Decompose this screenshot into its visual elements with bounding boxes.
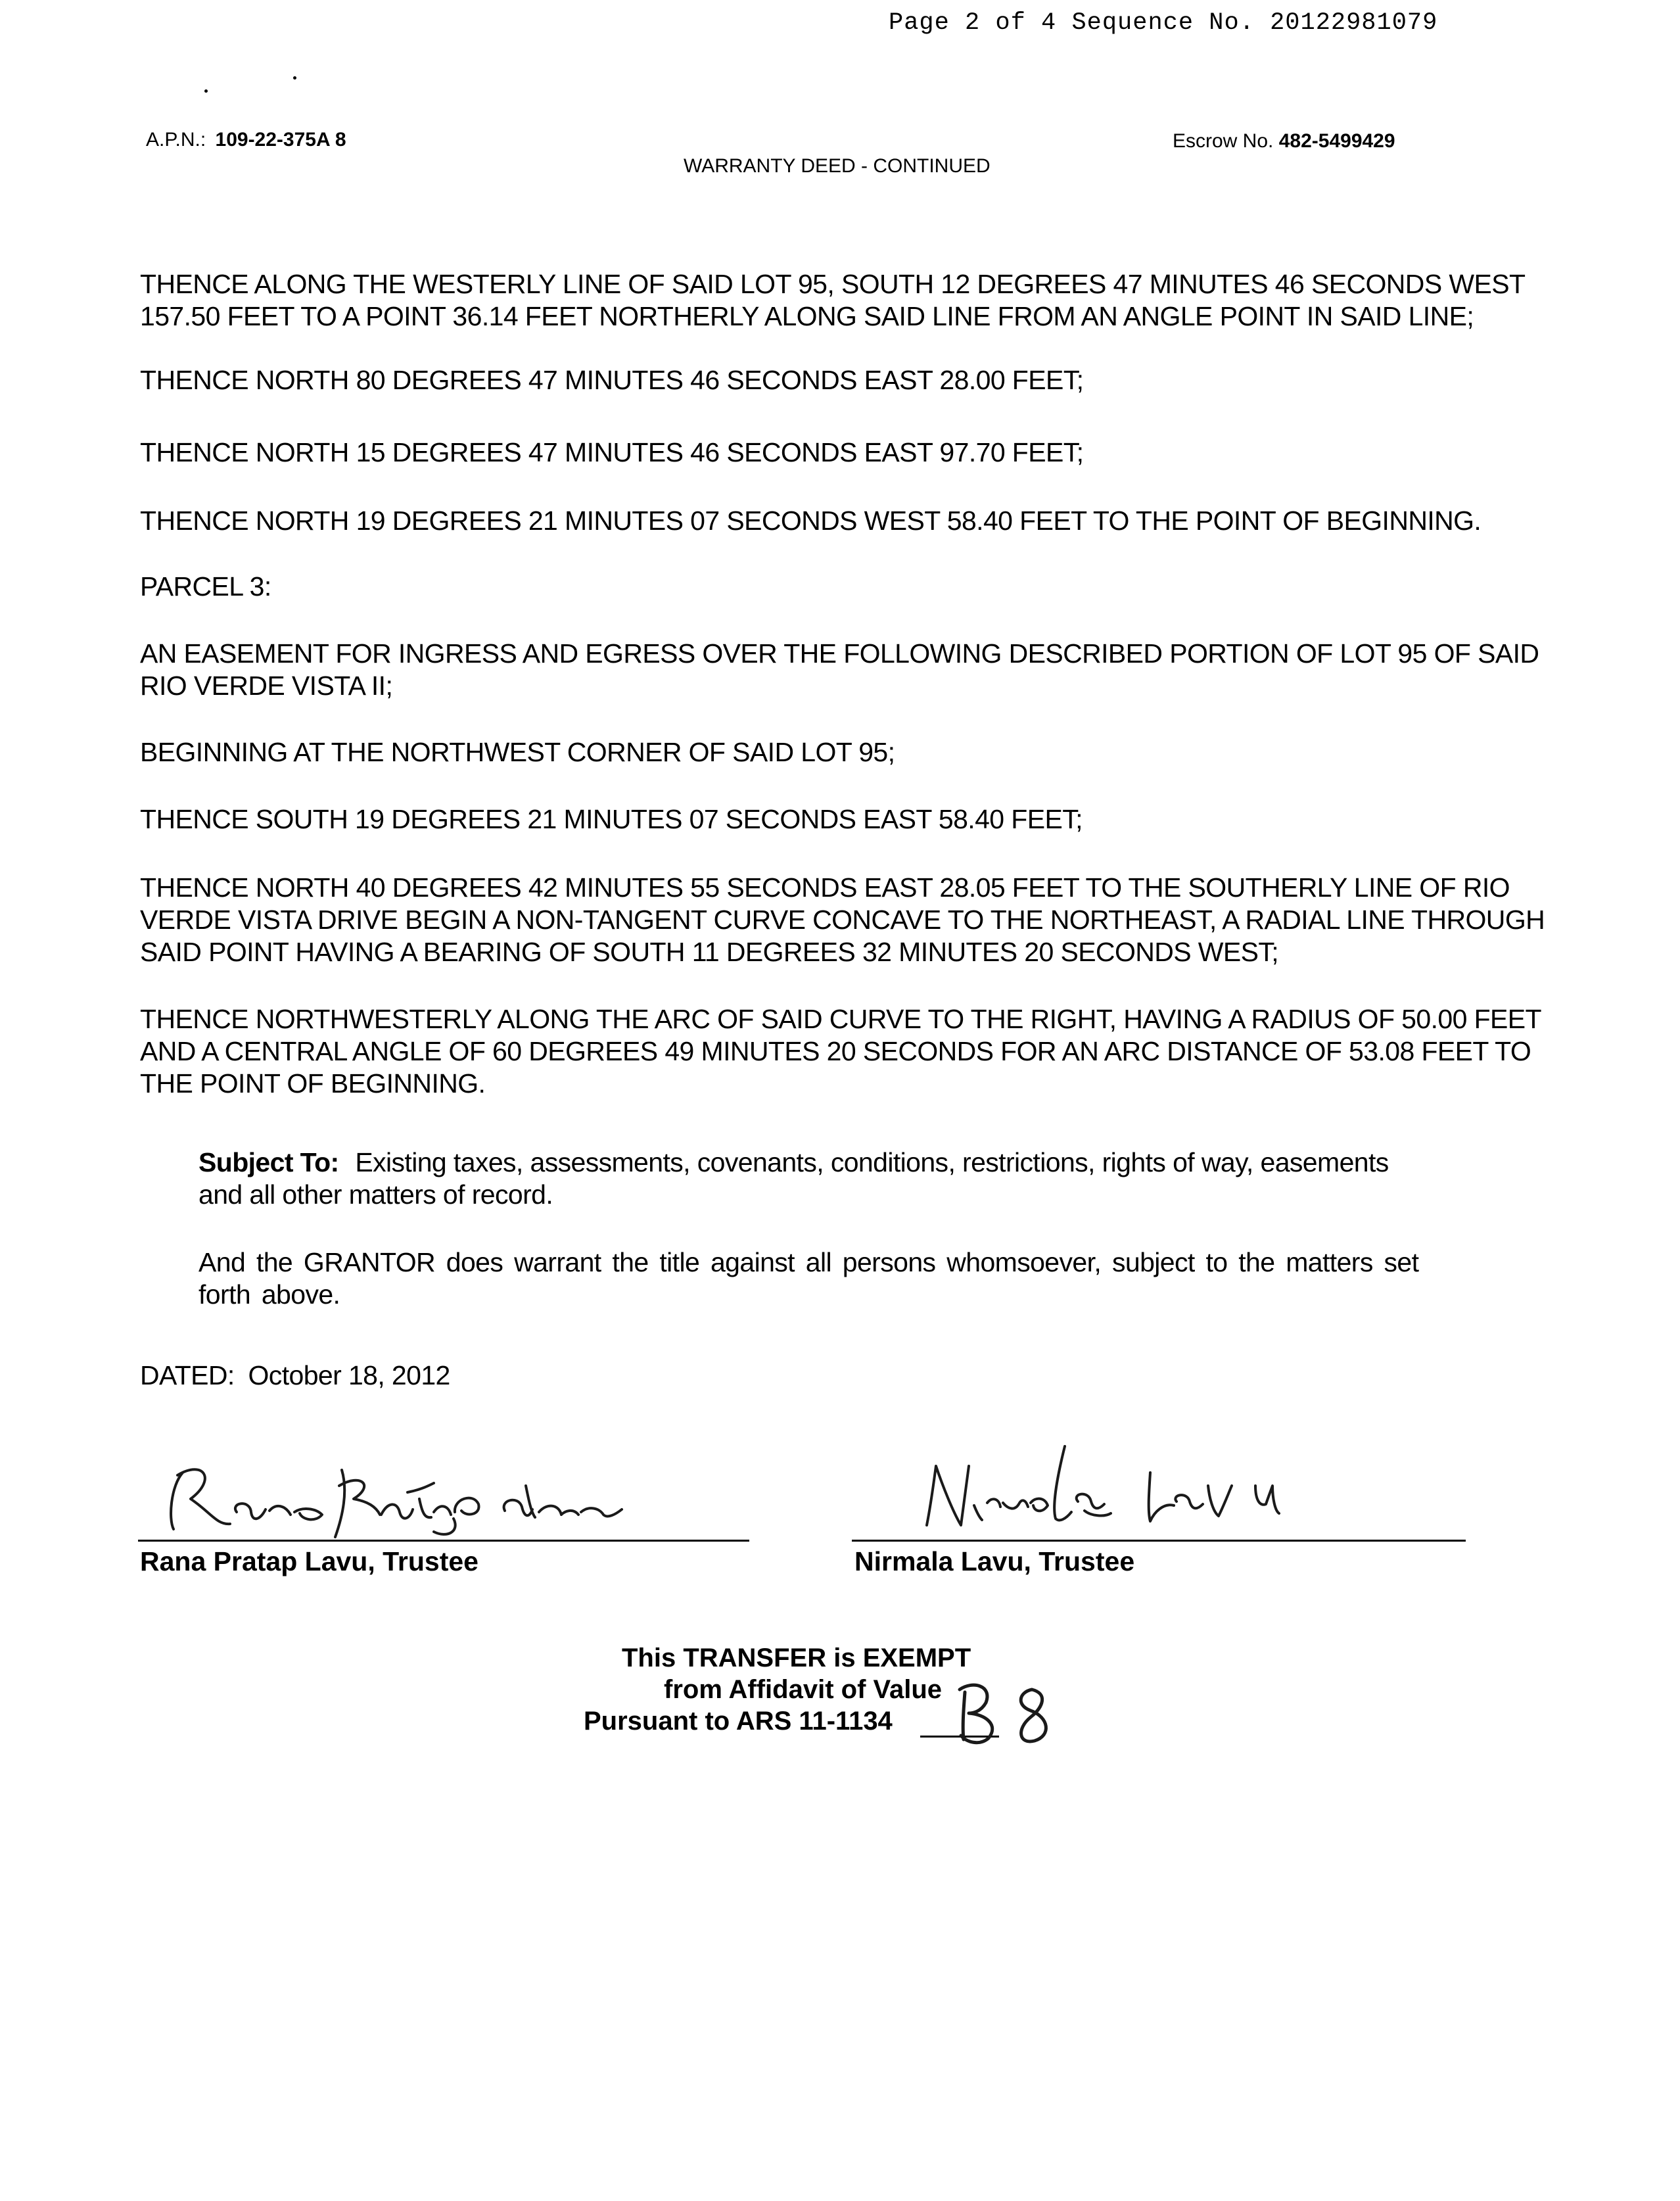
document-title: WARRANTY DEED - CONTINUED [684,155,991,177]
apn-value: 109-22-375A 8 [215,129,346,151]
text-line: THENCE NORTH 40 DEGREES 42 MINUTES 55 SECONDS EAST 28.05 FEET TO THE SOUTHERLY LINE OF RIO [140,872,1510,903]
subject-to-text: Existing taxes, assessments, covenants, conditions, restrictions, rights of way, easements [355,1147,1389,1177]
exempt-stamp-line-3: Pursuant to ARS 11-1134 [584,1707,893,1736]
exempt-stamp-line-1: This TRANSFER is EXEMPT [622,1644,971,1672]
parcel-heading: PARCEL 3: [140,571,271,602]
escrow-field [1173,130,1395,153]
paragraph-9 [140,1003,1541,1100]
signature-line-right [852,1540,1466,1542]
text-line: VERDE VISTA DRIVE BEGIN A NON-TANGENT CURVE CONCAVE TO THE NORTHEAST, A RADIAL LINE THROUGH [140,905,1545,935]
dated-line [140,1360,450,1392]
signature-line-left [138,1540,749,1542]
text-line: SAID POINT HAVING A BEARING OF SOUTH 11 DEGREES 32 MINUTES 20 SECONDS WEST; [140,937,1279,967]
signer-name-right: Nirmala Lavu, Trustee [854,1546,1135,1576]
dated-label: DATED: [140,1360,235,1390]
apn-label: A.P.N.: [146,129,206,151]
handwritten-exempt-code [946,1676,1078,1749]
paragraph-6: BEGINNING AT THE NORTHWEST CORNER OF SAID LOT 95; [140,737,895,767]
text-line [198,1147,1389,1179]
paragraph-5 [140,638,1539,702]
text-line: 157.50 FEET TO A POINT 36.14 FEET NORTHERLY ALONG SAID LINE FROM AN ANGLE POINT IN SAID LINE; [140,301,1474,331]
dated-value: October 18, 2012 [248,1360,450,1390]
paragraph-2: THENCE NORTH 80 DEGREES 47 MINUTES 46 SECONDS EAST 28.00 FEET; [140,365,1084,395]
text-line: RIO VERDE VISTA II; [140,671,393,701]
signature-nirmala-lavu [914,1433,1308,1538]
warranty-block [198,1246,1418,1311]
text-line: and all other matters of record. [198,1179,553,1210]
text-line: THENCE ALONG THE WESTERLY LINE OF SAID LOT 95, SOUTH 12 DEGREES 47 MINUTES 46 SECONDS WEST [140,269,1526,299]
apn-field [146,129,346,151]
text-line: And the GRANTOR does warrant the title against all persons whomsoever, subject to the matters set [198,1247,1419,1277]
scan-speck [204,89,208,93]
text-line: THE POINT OF BEGINNING. [140,1068,486,1099]
escrow-label: Escrow No. [1173,130,1274,152]
text-line: THENCE NORTHWESTERLY ALONG THE ARC OF SAID CURVE TO THE RIGHT, HAVING A RADIUS OF 50.00 FEET [140,1004,1541,1034]
paragraph-7: THENCE SOUTH 19 DEGREES 21 MINUTES 07 SECONDS EAST 58.40 FEET; [140,804,1083,834]
scan-speck [293,76,296,80]
escrow-value: 482-5499429 [1278,130,1395,152]
text-line: forth above. [198,1279,340,1310]
text-line: AN EASEMENT FOR INGRESS AND EGRESS OVER THE FOLLOWING DESCRIBED PORTION OF LOT 95 OF SAID [140,638,1539,669]
subject-to-label: Subject To: [198,1147,339,1177]
page-sequence-header: Page 2 of 4 Sequence No. 20122981079 [889,9,1438,37]
paragraph-3: THENCE NORTH 15 DEGREES 47 MINUTES 46 SECONDS EAST 97.70 FEET; [140,437,1084,467]
paragraph-4: THENCE NORTH 19 DEGREES 21 MINUTES 07 SECONDS WEST 58.40 FEET TO THE POINT OF BEGINNING. [140,506,1482,536]
signature-rana-pratap-lavu [145,1446,657,1538]
signer-name-left: Rana Pratap Lavu, Trustee [140,1546,478,1576]
paragraph-8 [140,872,1545,968]
text-line: AND A CENTRAL ANGLE OF 60 DEGREES 49 MINUTES 20 SECONDS FOR AN ARC DISTANCE OF 53.08 FEET TO [140,1036,1531,1066]
exempt-stamp-line-2: from Affidavit of Value [664,1675,943,1704]
paragraph-1 [140,268,1525,333]
subject-to-block [198,1147,1389,1211]
